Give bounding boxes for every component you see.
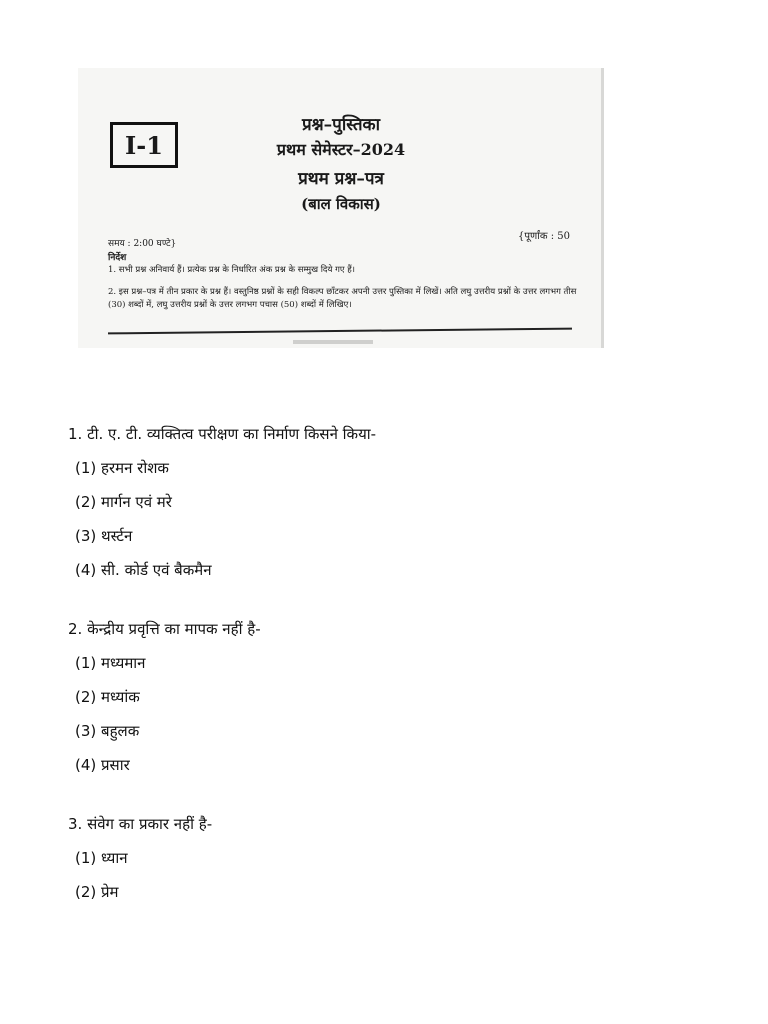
paper-code-box: I-1: [110, 122, 178, 168]
scanned-header-image: [78, 68, 604, 348]
option: (4) प्रसार: [75, 756, 130, 774]
instruction-2: 2. इस प्रश्न–पत्र में तीन प्रकार के प्रश्न हैं। वस्तुनिष्ठ प्रश्नों के सही विकल्प छाँटकर अपनी उत्तर पुस्तिका में लिखें। अति लघु उत्तरीय प्रश्नों के उत्तर लगभग तीस (30) शब्दों में, लघु उत्तरीय प्रश्नों के उत्तर लगभग पचास (50) शब्दों में लिखिए।: [108, 287, 577, 310]
question-list: [68, 420, 708, 937]
option: (2) मध्यांक: [75, 688, 140, 706]
question-text: 2. केन्द्रीय प्रवृत्ति का मापक नहीं है-: [68, 620, 261, 638]
question-3: [68, 810, 708, 906]
question-text: 3. संवेग का प्रकार नहीं है-: [68, 815, 213, 833]
option: (4) सी. कोर्ड एवं बैकमैन: [75, 561, 212, 579]
instruction-1: 1. सभी प्रश्न अनिवार्य हैं। प्रत्येक प्रश्न के निर्धारित अंक प्रश्न के सम्मुख दिये गए हैं।: [108, 265, 356, 275]
subject-title: (बाल विकास): [301, 195, 381, 213]
booklet-title: प्रश्न–पुस्तिका: [301, 115, 380, 135]
question-1: [68, 420, 708, 584]
option: (1) हरमन रोशक: [75, 459, 169, 477]
total-marks: {पूर्णांक : 50: [518, 231, 570, 242]
option: (2) प्रेम: [75, 883, 119, 901]
time-allowed: समय : 2:00 घण्टे}: [108, 239, 177, 249]
option: (1) मध्यमान: [75, 654, 146, 672]
option: (1) ध्यान: [75, 849, 128, 867]
instructions-heading: निर्देश: [108, 253, 127, 263]
option: (3) बहुलक: [75, 722, 140, 740]
option: (2) मार्गन एवं मरे: [75, 493, 172, 511]
paper-title: प्रथम प्रश्न–पत्र: [298, 169, 384, 189]
faint-mark: [293, 340, 373, 344]
header-rule: [108, 328, 572, 335]
semester-title: प्रथम सेमेस्टर–2024: [276, 140, 406, 159]
option: (3) थर्स्टन: [75, 527, 133, 545]
question-text: 1. टी. ए. टी. व्यक्तित्व परीक्षण का निर्माण किसने किया-: [68, 425, 377, 443]
question-2: [68, 615, 708, 779]
